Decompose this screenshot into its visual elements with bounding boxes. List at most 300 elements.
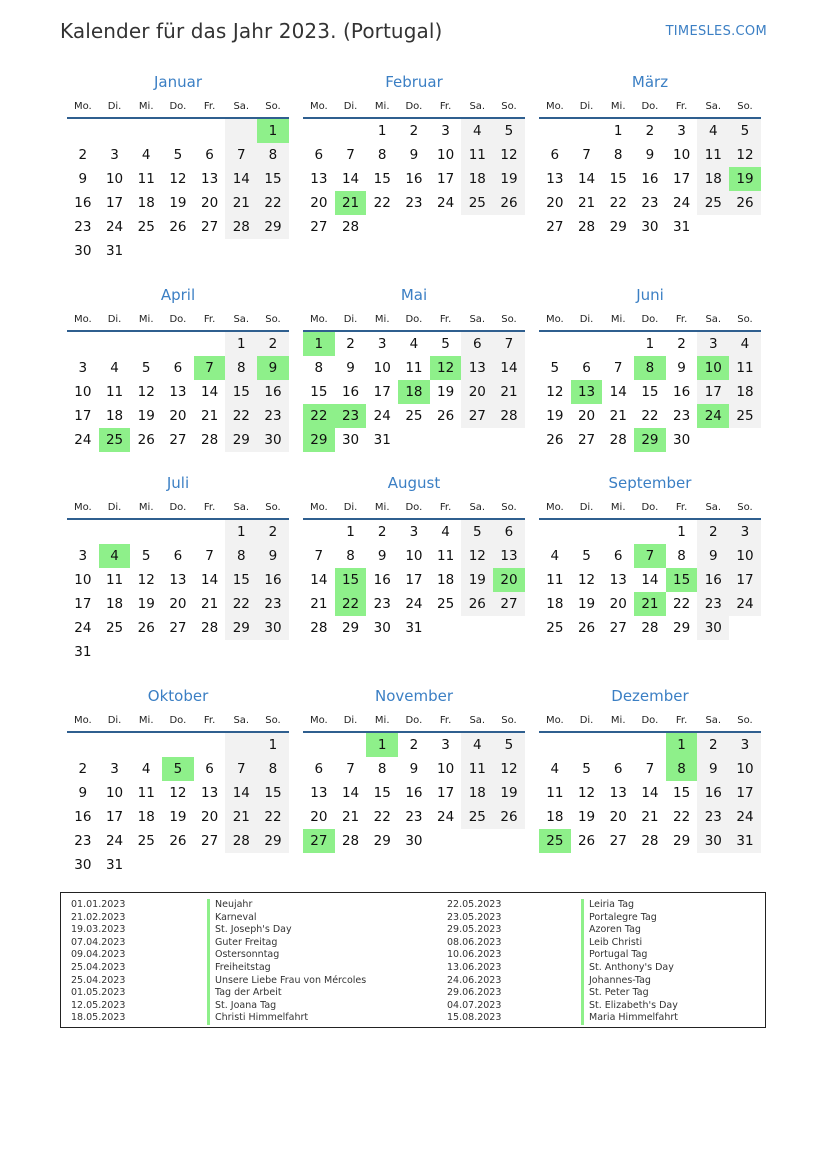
weekday-label: Mo. (309, 100, 328, 112)
week-row (303, 829, 525, 853)
empty-cell (539, 119, 571, 143)
month-title: Januar (154, 73, 202, 91)
day-cell: 24 (105, 833, 124, 849)
legend-holiday-name: St. Peter Tag (581, 987, 678, 1000)
empty-cell (335, 733, 367, 757)
day-cell: 30 (257, 616, 289, 640)
day-cell: 31 (673, 219, 691, 235)
day-cell: 16 (257, 380, 289, 404)
day-cell: 24 (673, 195, 691, 211)
day-cell: 29 (257, 215, 289, 239)
empty-cell (99, 520, 131, 544)
week-row (303, 428, 525, 452)
day-cell: 30 (373, 620, 391, 636)
day-cell: 24 (437, 195, 455, 211)
weekday-header (303, 496, 525, 520)
day-cell: 5 (173, 147, 183, 163)
week-row (67, 143, 289, 167)
day-cell: 1 (366, 733, 398, 757)
day-cell: 19 (437, 384, 455, 400)
empty-cell (194, 733, 226, 757)
empty-cell (194, 332, 226, 356)
day-cell: 1 (346, 524, 355, 540)
month-dezember (539, 686, 761, 853)
day-cell: 29 (303, 428, 335, 452)
day-cell: 11 (405, 360, 423, 376)
empty-cell (130, 119, 162, 143)
legend-date: 25.04.2023 (71, 961, 126, 973)
empty-cell (257, 640, 289, 664)
month-title: Februar (385, 73, 443, 91)
day-cell: 27 (201, 219, 219, 235)
day-cell: 22 (225, 404, 257, 428)
day-cell: 3 (441, 123, 450, 139)
day-cell: 28 (201, 620, 219, 636)
day-cell: 7 (205, 548, 214, 564)
weekday-label: Sa. (469, 313, 486, 325)
day-cell: 15 (373, 785, 391, 801)
month-title: Juli (166, 474, 190, 492)
weekday-label: Di. (343, 313, 358, 325)
day-cell: 14 (577, 171, 596, 187)
month-title: Mai (400, 286, 428, 304)
day-cell: 9 (409, 761, 419, 777)
weekday-label: So. (501, 501, 517, 513)
empty-cell (430, 428, 462, 452)
week-row (303, 119, 525, 143)
day-cell: 7 (346, 147, 355, 163)
day-cell: 30 (405, 833, 423, 849)
day-cell: 27 (493, 592, 525, 616)
day-cell: 12 (493, 143, 525, 167)
day-cell: 27 (461, 404, 493, 428)
legend-holiday-name: Karneval (207, 912, 366, 925)
day-cell: 2 (377, 524, 387, 540)
day-cell: 10 (729, 544, 761, 568)
day-cell: 25 (137, 219, 155, 235)
day-cell: 21 (577, 195, 596, 211)
day-cell: 10 (673, 147, 691, 163)
day-cell: 11 (105, 384, 124, 400)
day-cell: 10 (373, 360, 391, 376)
day-cell: 15 (609, 171, 627, 187)
day-cell: 20 (609, 596, 627, 612)
weekday-label: Fr. (203, 714, 216, 726)
day-cell: 13 (169, 384, 187, 400)
day-cell: 3 (409, 524, 419, 540)
day-cell: 28 (341, 833, 360, 849)
weekday-label: Fr. (439, 714, 452, 726)
week-row (539, 428, 761, 452)
day-cell: 13 (310, 785, 328, 801)
day-cell: 13 (609, 572, 627, 588)
day-cell: 31 (74, 644, 92, 660)
day-cell: 2 (78, 761, 88, 777)
day-cell: 16 (697, 568, 729, 592)
week-row (303, 404, 525, 428)
day-cell: 7 (582, 147, 591, 163)
empty-cell (539, 332, 571, 356)
empty-cell (430, 829, 462, 853)
week-row (539, 167, 761, 191)
week-row (539, 733, 761, 757)
day-cell: 17 (437, 171, 455, 187)
brand-link[interactable]: TIMESLES.COM (665, 24, 767, 39)
weekday-label: Fr. (675, 501, 688, 513)
month-title: Juni (636, 286, 664, 304)
day-cell: 23 (257, 404, 289, 428)
day-cell: 3 (110, 761, 119, 777)
weekday-label: Do. (169, 313, 187, 325)
day-cell: 3 (677, 123, 686, 139)
month-juli (67, 473, 289, 664)
day-cell: 17 (105, 195, 124, 211)
week-row (539, 805, 761, 829)
day-cell: 18 (461, 781, 493, 805)
day-cell: 1 (666, 733, 698, 757)
day-cell: 10 (697, 356, 729, 380)
day-cell: 8 (257, 143, 289, 167)
month-april (67, 285, 289, 452)
day-cell: 13 (201, 785, 219, 801)
empty-cell (130, 520, 162, 544)
week-row (539, 568, 761, 592)
day-cell: 19 (137, 596, 155, 612)
day-cell: 30 (641, 219, 659, 235)
weekday-label: Mi. (138, 501, 154, 513)
empty-cell (729, 428, 761, 452)
legend-holiday-name: Leib Christi (581, 937, 678, 950)
day-cell: 27 (310, 219, 328, 235)
day-cell: 2 (257, 520, 289, 544)
day-cell: 21 (493, 380, 525, 404)
day-cell: 1 (677, 524, 686, 540)
day-cell: 27 (169, 432, 187, 448)
legend-date: 18.05.2023 (71, 1012, 126, 1024)
day-cell: 24 (373, 408, 391, 424)
weekday-label: Mi. (374, 100, 390, 112)
day-cell: 26 (169, 833, 187, 849)
weekday-label: Mo. (309, 313, 328, 325)
day-cell: 22 (609, 195, 627, 211)
week-row (303, 568, 525, 592)
day-cell: 8 (346, 548, 355, 564)
day-cell: 3 (441, 737, 450, 753)
weekday-label: So. (265, 714, 281, 726)
weekday-label: Do. (405, 501, 423, 513)
day-cell: 5 (493, 733, 525, 757)
day-cell: 3 (78, 548, 88, 564)
weekday-label: So. (501, 313, 517, 325)
day-cell: 1 (303, 332, 335, 356)
week-row (539, 404, 761, 428)
legend-date: 19.03.2023 (71, 924, 126, 936)
week-row (303, 356, 525, 380)
day-cell: 16 (257, 568, 289, 592)
month-august (303, 473, 525, 640)
day-cell: 1 (225, 520, 257, 544)
day-cell: 24 (405, 596, 423, 612)
day-cell: 26 (577, 620, 596, 636)
weekday-label: Do. (641, 313, 659, 325)
day-cell: 19 (137, 408, 155, 424)
weekday-label: Di. (579, 100, 594, 112)
week-row (539, 380, 761, 404)
day-cell: 6 (582, 360, 591, 376)
day-cell: 27 (546, 219, 564, 235)
day-cell: 12 (577, 572, 596, 588)
legend-date: 21.02.2023 (71, 911, 126, 923)
week-row (67, 167, 289, 191)
week-row (67, 853, 289, 877)
legend-holiday-name: St. Joana Tag (207, 1000, 366, 1013)
day-cell: 26 (437, 408, 455, 424)
day-cell: 10 (437, 147, 455, 163)
legend-holiday-name: Guter Freitag (207, 937, 366, 950)
day-cell: 21 (225, 805, 257, 829)
day-cell: 3 (697, 332, 729, 356)
day-cell: 14 (641, 785, 659, 801)
day-cell: 14 (201, 384, 219, 400)
empty-cell (461, 829, 493, 853)
day-cell: 4 (550, 548, 560, 564)
empty-cell (430, 616, 462, 640)
weekday-label: Fr. (675, 714, 688, 726)
day-cell: 9 (697, 757, 729, 781)
day-cell: 29 (257, 829, 289, 853)
legend-holiday-name: St. Elizabeth's Day (581, 1000, 678, 1013)
empty-cell (99, 733, 131, 757)
empty-cell (225, 853, 257, 877)
day-cell: 20 (577, 408, 596, 424)
day-cell: 30 (673, 432, 691, 448)
day-cell: 29 (225, 616, 257, 640)
day-cell: 13 (546, 171, 564, 187)
day-cell: 21 (634, 592, 666, 616)
weekday-label: Mo. (309, 501, 328, 513)
day-cell: 6 (173, 548, 183, 564)
empty-cell (130, 853, 162, 877)
day-cell: 19 (461, 568, 493, 592)
day-cell: 17 (105, 809, 124, 825)
day-cell: 14 (310, 572, 328, 588)
day-cell: 11 (437, 548, 455, 564)
day-cell: 20 (310, 195, 328, 211)
week-row (303, 544, 525, 568)
day-cell: 30 (74, 243, 92, 259)
empty-cell (194, 853, 226, 877)
day-cell: 7 (225, 143, 257, 167)
day-cell: 23 (697, 805, 729, 829)
day-cell: 22 (673, 809, 691, 825)
day-cell: 23 (373, 596, 391, 612)
legend-names-right (581, 899, 678, 1025)
day-cell: 28 (493, 404, 525, 428)
day-cell: 18 (105, 596, 124, 612)
day-cell: 6 (493, 520, 525, 544)
weekday-label: Mo. (73, 313, 92, 325)
month-title: April (160, 286, 196, 304)
day-cell: 15 (666, 568, 698, 592)
day-cell: 14 (225, 167, 257, 191)
day-cell: 8 (613, 147, 623, 163)
day-cell: 25 (99, 428, 131, 452)
day-cell: 9 (257, 544, 289, 568)
legend-names-left (207, 899, 366, 1025)
day-cell: 29 (373, 833, 391, 849)
week-row (539, 544, 761, 568)
week-row (303, 733, 525, 757)
day-cell: 28 (609, 432, 627, 448)
day-cell: 28 (577, 219, 596, 235)
day-cell: 16 (74, 195, 92, 211)
day-cell: 4 (729, 332, 761, 356)
week-row (67, 829, 289, 853)
day-cell: 13 (571, 380, 603, 404)
weekday-label: Sa. (469, 100, 486, 112)
day-cell: 6 (205, 147, 214, 163)
day-cell: 7 (613, 360, 623, 376)
day-cell: 15 (225, 568, 257, 592)
day-cell: 1 (645, 336, 655, 352)
day-cell: 22 (303, 404, 335, 428)
holiday-legend (60, 892, 766, 1028)
day-cell: 15 (257, 781, 289, 805)
week-row (67, 119, 289, 143)
weekday-label: Fr. (439, 100, 452, 112)
empty-cell (539, 733, 571, 757)
empty-cell (194, 640, 226, 664)
day-cell: 1 (613, 123, 623, 139)
day-cell: 7 (645, 761, 655, 777)
weekday-label: So. (737, 501, 753, 513)
day-cell: 17 (373, 384, 391, 400)
week-row (67, 805, 289, 829)
day-cell: 16 (673, 384, 691, 400)
empty-cell (67, 332, 99, 356)
day-cell: 18 (461, 167, 493, 191)
day-cell: 24 (105, 219, 124, 235)
day-cell: 11 (137, 171, 155, 187)
empty-cell (99, 640, 131, 664)
day-cell: 18 (546, 809, 564, 825)
day-cell: 15 (673, 785, 691, 801)
day-cell: 3 (729, 733, 761, 757)
weekday-label: Di. (579, 501, 594, 513)
day-cell: 22 (673, 596, 691, 612)
day-cell: 28 (641, 620, 659, 636)
week-row (539, 616, 761, 640)
weekday-header (67, 709, 289, 733)
empty-cell (571, 733, 603, 757)
empty-cell (162, 239, 194, 263)
weekday-header (303, 95, 525, 119)
month-oktober (67, 686, 289, 877)
empty-cell (461, 428, 493, 452)
day-cell: 9 (409, 147, 419, 163)
day-cell: 23 (335, 404, 367, 428)
day-cell: 26 (546, 432, 564, 448)
day-cell: 20 (169, 596, 187, 612)
week-row (303, 167, 525, 191)
week-row (303, 332, 525, 356)
legend-date: 29.06.2023 (447, 987, 502, 999)
weekday-label: Sa. (233, 100, 250, 112)
empty-cell (194, 119, 226, 143)
day-cell: 16 (405, 785, 423, 801)
day-cell: 6 (205, 761, 214, 777)
day-cell: 18 (546, 596, 564, 612)
empty-cell (162, 640, 194, 664)
day-cell: 25 (729, 404, 761, 428)
empty-cell (366, 215, 398, 239)
legend-date: 04.07.2023 (447, 999, 502, 1011)
day-cell: 5 (582, 548, 591, 564)
day-cell: 3 (78, 360, 88, 376)
day-cell: 8 (225, 544, 257, 568)
empty-cell (130, 733, 162, 757)
month-januar (67, 72, 289, 263)
day-cell: 7 (314, 548, 324, 564)
day-cell: 7 (194, 356, 226, 380)
week-row (67, 757, 289, 781)
day-cell: 12 (546, 384, 564, 400)
month-title: August (387, 474, 441, 492)
month-title: März (631, 73, 669, 91)
day-cell: 21 (201, 596, 219, 612)
day-cell: 29 (609, 219, 627, 235)
day-cell: 12 (137, 384, 155, 400)
day-cell: 30 (74, 857, 92, 873)
week-row (303, 191, 525, 215)
day-cell: 22 (257, 191, 289, 215)
weekday-label: Mi. (138, 313, 154, 325)
day-cell: 21 (641, 809, 659, 825)
week-row (303, 380, 525, 404)
empty-cell (729, 215, 761, 239)
day-cell: 8 (257, 757, 289, 781)
day-cell: 4 (461, 733, 493, 757)
empty-cell (461, 616, 493, 640)
legend-date: 08.06.2023 (447, 936, 502, 948)
day-cell: 9 (645, 147, 655, 163)
weekday-label: Fr. (203, 313, 216, 325)
day-cell: 17 (437, 785, 455, 801)
day-cell: 1 (257, 733, 289, 757)
weekday-label: Fr. (439, 313, 452, 325)
empty-cell (194, 239, 226, 263)
day-cell: 30 (697, 616, 729, 640)
weekday-header (539, 95, 761, 119)
day-cell: 6 (613, 761, 623, 777)
legend-holiday-name: Freiheitstag (207, 962, 366, 975)
day-cell: 8 (377, 761, 387, 777)
day-cell: 29 (673, 620, 691, 636)
week-row (539, 143, 761, 167)
week-row (67, 616, 289, 640)
day-cell: 21 (341, 809, 360, 825)
legend-date: 22.05.2023 (447, 899, 502, 910)
day-cell: 2 (346, 336, 355, 352)
month-title: Dezember (611, 687, 689, 705)
empty-cell (130, 239, 162, 263)
weekday-header (67, 95, 289, 119)
day-cell: 28 (201, 432, 219, 448)
day-cell: 9 (677, 360, 686, 376)
day-cell: 28 (310, 620, 328, 636)
week-row (67, 356, 289, 380)
day-cell: 24 (729, 592, 761, 616)
